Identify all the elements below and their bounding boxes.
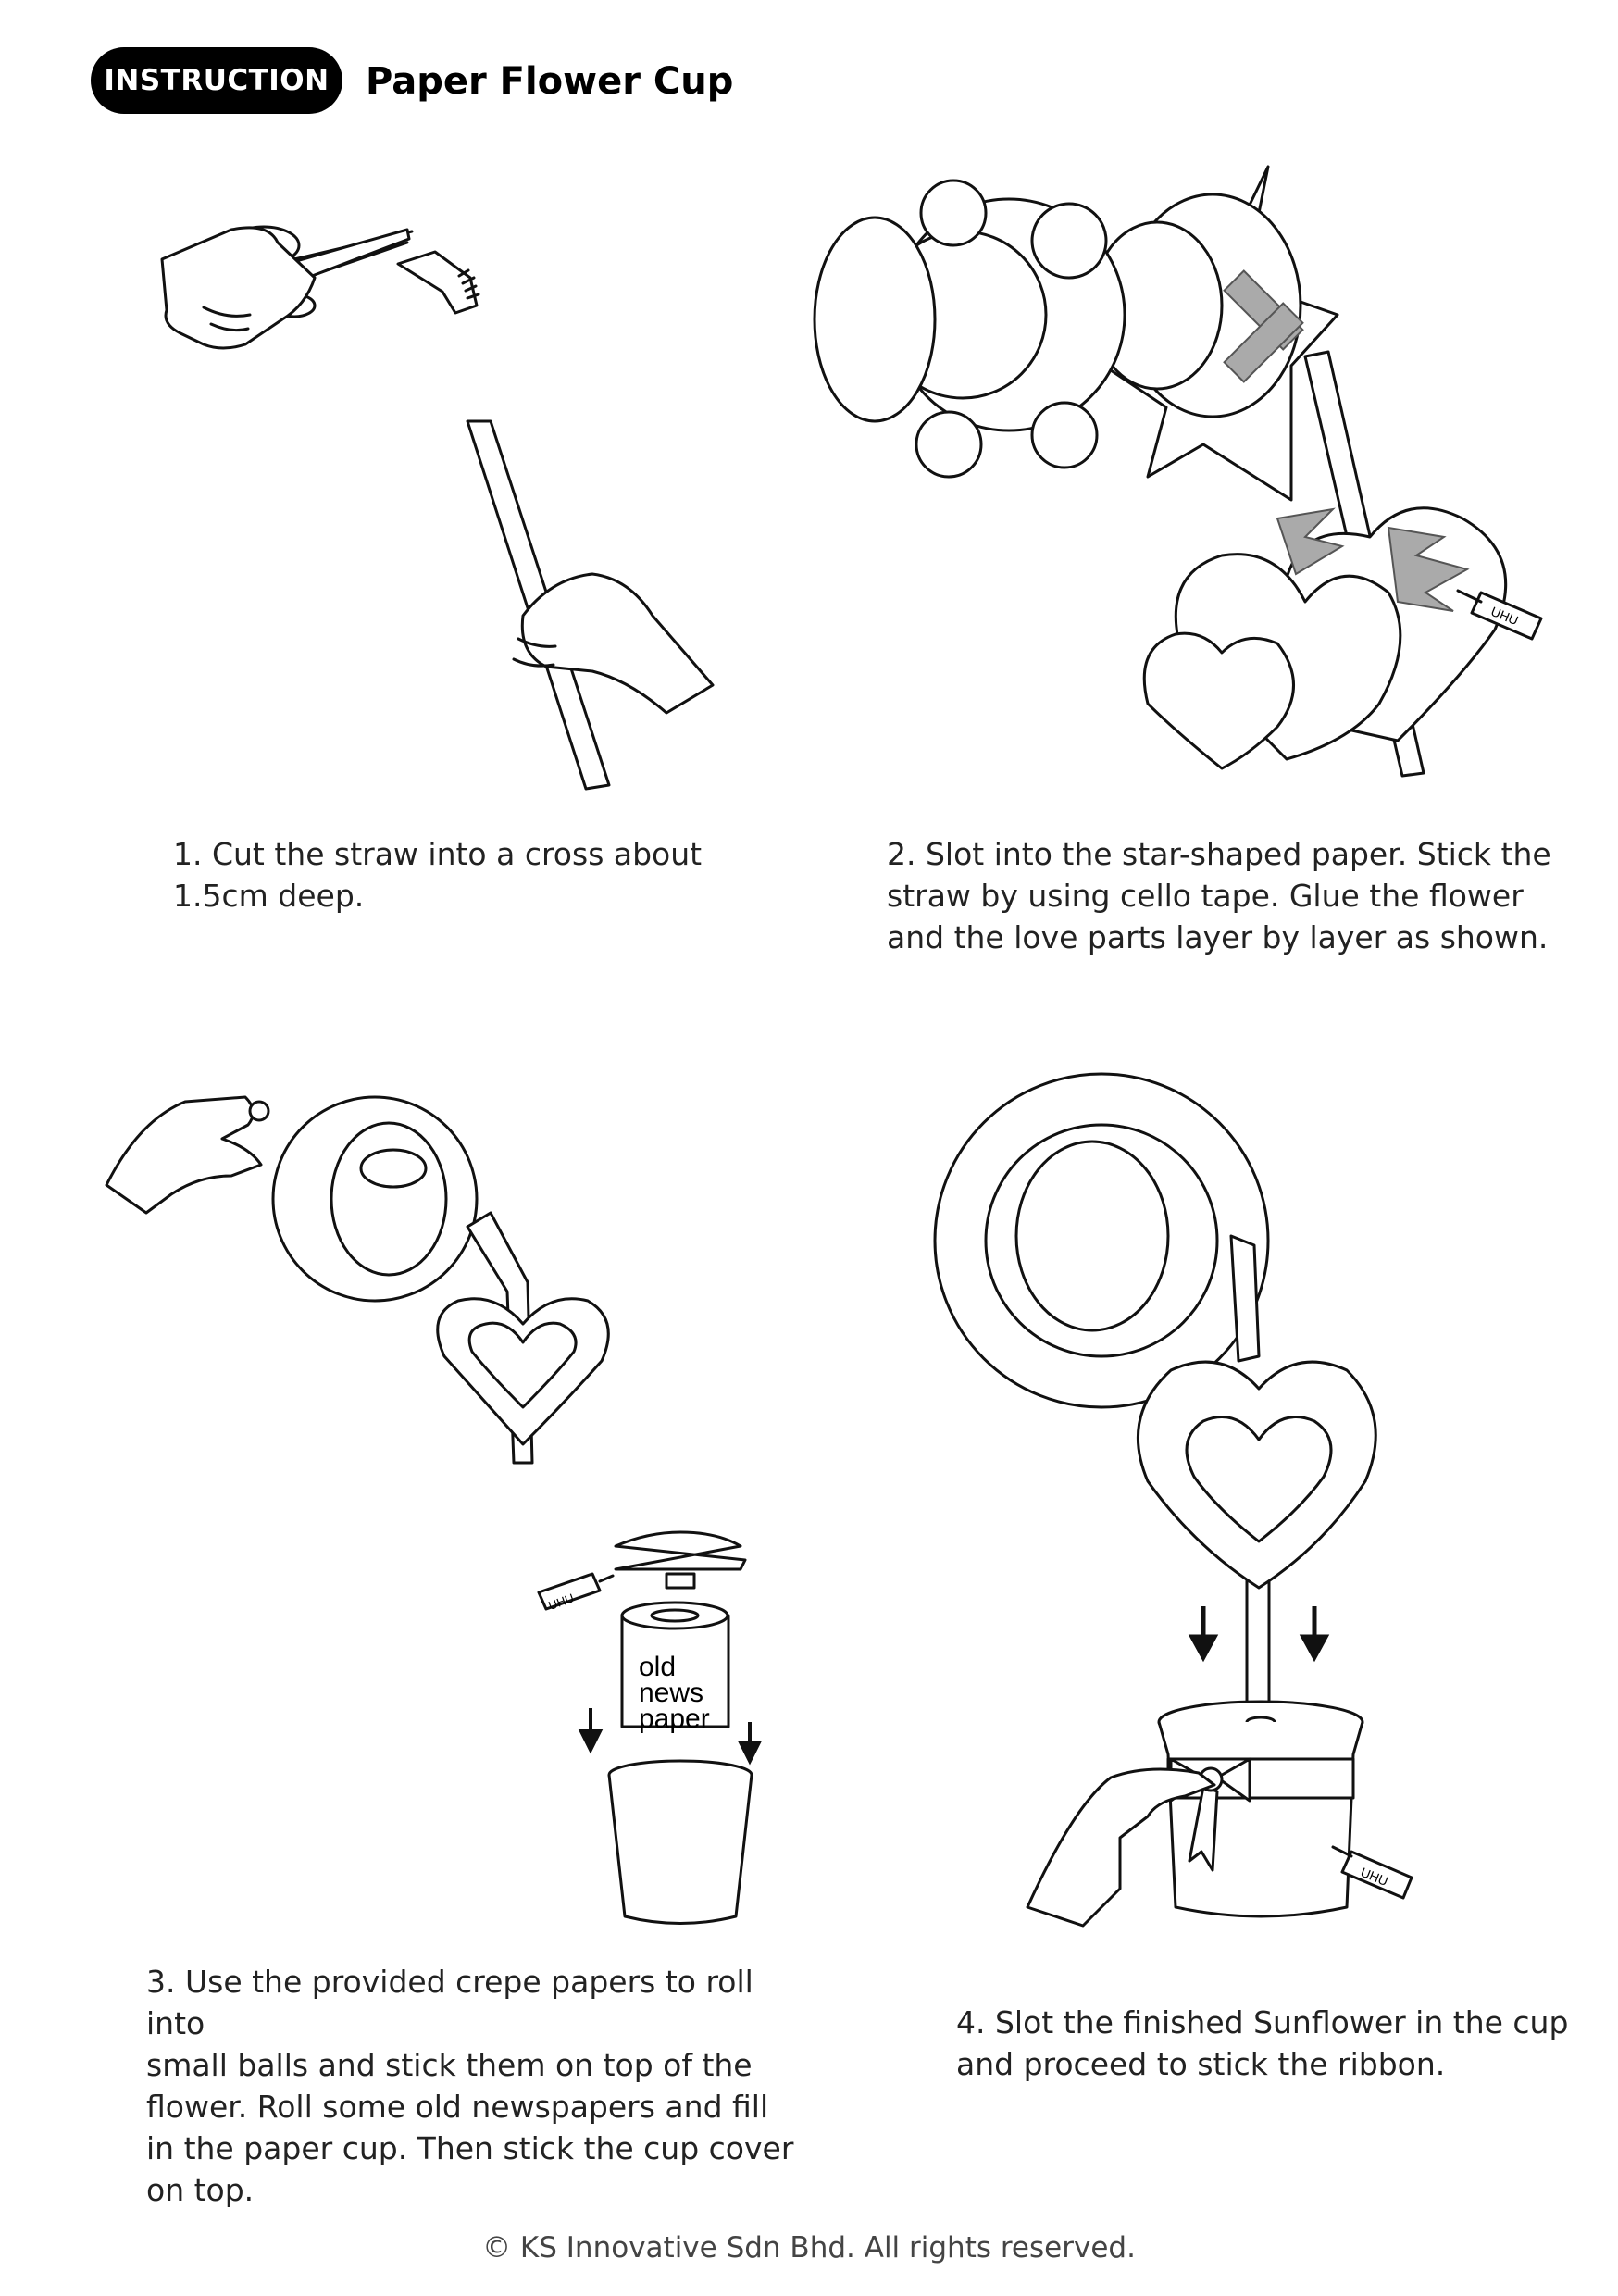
page-title: Paper Flower Cup <box>366 60 734 103</box>
svg-text:news: news <box>639 1678 704 1708</box>
step4-illustration <box>935 1074 1412 1926</box>
hand-icon <box>106 1097 261 1213</box>
svg-text:UHU: UHU <box>546 1591 576 1613</box>
step-4-text <box>956 2002 1586 2085</box>
hand-icon <box>522 574 713 713</box>
flower-icon <box>935 1074 1268 1407</box>
step-2-text <box>887 833 1553 958</box>
glue-tube-icon <box>539 1574 613 1613</box>
cup-cover <box>616 1532 745 1569</box>
svg-text:UHU: UHU <box>1358 1864 1390 1890</box>
heart-icon <box>1138 1362 1375 1588</box>
newspaper-roll <box>622 1603 728 1734</box>
step2-illustration <box>815 167 1541 776</box>
step3-illustration <box>106 1097 759 1924</box>
flower-icon <box>273 1097 477 1301</box>
svg-text:paper: paper <box>639 1703 710 1734</box>
step-1-text <box>173 833 728 917</box>
svg-text:old: old <box>639 1652 677 1682</box>
step-2-line: 2. Slot into the star-shaped paper. Stick the straw by using cello tape. Glue the flower and the love parts layer by layer as shown. <box>887 836 1551 955</box>
step-1-line: 1. Cut the straw into a cross about 1.5cm deep. <box>173 836 703 914</box>
step-3-text <box>146 1961 794 2211</box>
badge-label: INSTRUCTION <box>104 64 330 97</box>
step-4-line: 4. Slot the finished Sunflower in the cup and proceed to stick the ribbon. <box>956 2004 1569 2082</box>
cup-icon <box>609 1761 752 1924</box>
copyright-footer: © KS Innovative Sdn Bhd. All rights reserved. <box>482 2231 1136 2265</box>
glue-label: UHU <box>1488 603 1521 629</box>
step1-illustration <box>162 227 713 789</box>
straw-icon <box>398 252 609 789</box>
step-3-line: 3. Use the provided crepe papers to roll into small balls and stick them on top of the flower. Roll some old newspapers and fill in the paper cup. Then stick the cup cover on top. <box>146 1964 794 2208</box>
cup-icon <box>1159 1702 1363 1916</box>
